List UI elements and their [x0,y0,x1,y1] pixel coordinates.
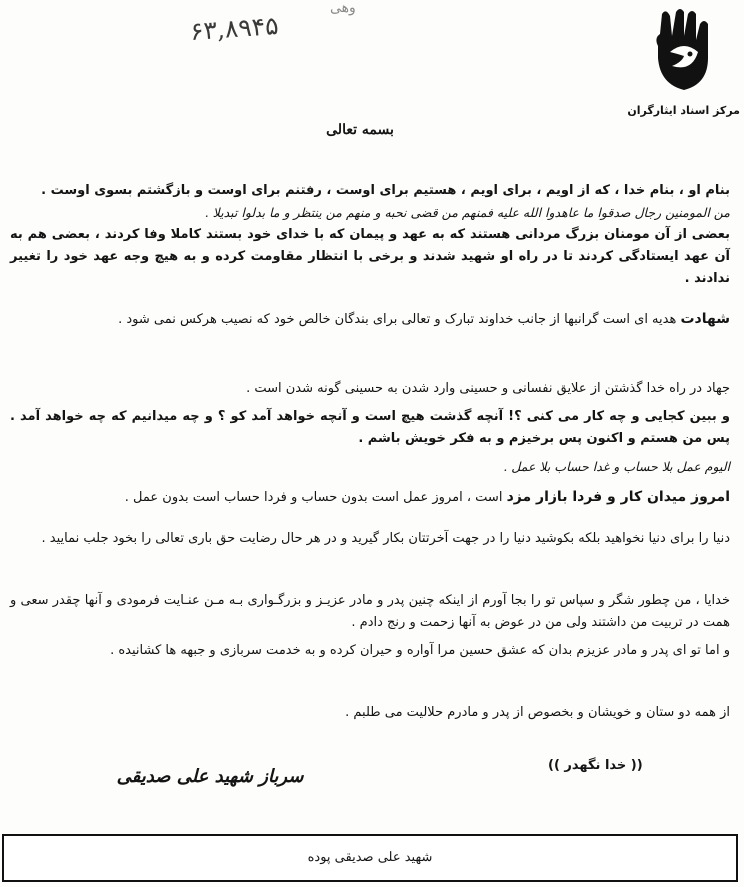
hand-dove-icon [642,6,726,104]
verse-quote: من المومنین رجال صدقوا ما عاهدوا الله علیه فمنهم من قضی نحبه و منهم من ینتظر و ما بدلوا تبدیلا . [204,205,730,220]
paragraph-8 [10,486,730,509]
paragraph-4-lead: شهادت [680,311,730,327]
paragraph-7: الیوم عمل بلا حساب و غدا حساب بلا عمل . [503,459,730,474]
paragraph-11: و اما تو ای پدر و مادر عزیزم بدان که عشق حسین مرا آواره و حیران کرده و به خدمت سربازی و جبهه ها کشانیده . [110,643,730,658]
paragraph-5: جهاد در راه خدا گذشتن از علایق نفسانی و حسینی وارد شدن به حسینی گونه شدن است . [246,381,730,396]
paragraph-4-text: هدیه ای است گرانبها از جانب خداوند تبارک و تعالی برای بندگان خالص خود که نصیب هرکس نمی شود . [118,312,681,327]
paragraph-8-lead: امروز میدان کار و فردا بازار مزد [506,489,730,505]
archive-number: ۶۳,۸۹۴۵ [189,10,280,47]
signature: سرباز شهید علی صدیقی [116,766,304,787]
paragraph-3: بعضی از آن مومنان بزرگ مردانی هستند که به عهد و پیمان که با خدای خود بستند کاملا وفا کردند ، بعضی هم به آن عهد ایستادگی کردند تا در راه او شهید شدند و برخی با انتظار مقاومت کرده و به هیچ وجه عهد خود را تغییر ندادند . [10,227,730,286]
caption-text: شهید علی صدیقی پوده [307,850,433,865]
logo-text: مرکز اسناد ایثارگران [627,104,740,117]
paragraph-10: خدایا ، من چطور شگر و سپاس تو را بجا آورم از اینکه چنین پدر و مادر عزیـز و بزرگـواری بـه مـن عنـایت فرمودی و آنها چقدر سعی و همت در تربیت من داشتند ولی من در عوض به آنها زحمت و رنج دادم . [10,593,730,630]
farewell-line: (( خدا نگهدر )) [548,758,643,773]
paragraph-9: دنیا را برای دنیا نخواهید بلکه بکوشید دنیا را در جهت آخرتتان بکار گیرید و در هر حال رضایت حق باری تعالی را بخود جلب نمایید . [41,531,730,546]
paragraph-1: بنام او ، بنام خدا ، که از اویم ، برای اویم ، هستیم برای اوست ، رفتنم برای اوست و بازگشتم بسوی اوست . [41,183,730,198]
paragraph-8-text: است ، امروز عمل است بدون حساب و فردا حساب است بدون عمل . [124,490,507,505]
archive-logo [628,6,738,122]
caption-box [2,834,738,882]
paragraph-6: و ببین کجایی و چه کار می کنی ؟! آنچه گذشت هیچ است و آنچه خواهد آمد کو ؟ و چه میدانیم که چه خواهد آمد . پس من هستم و اکنون پس برخیزم و به فکر خویش باشم . [10,409,730,446]
handwritten-scribble: وهی [330,0,356,16]
paragraph-4 [10,308,730,331]
paragraph-12: از همه دو ستان و خویشان و بخصوص از پدر و مادرم حلالیت می طلبم . [345,705,730,720]
document-title: بسمه تعالی [326,122,394,138]
